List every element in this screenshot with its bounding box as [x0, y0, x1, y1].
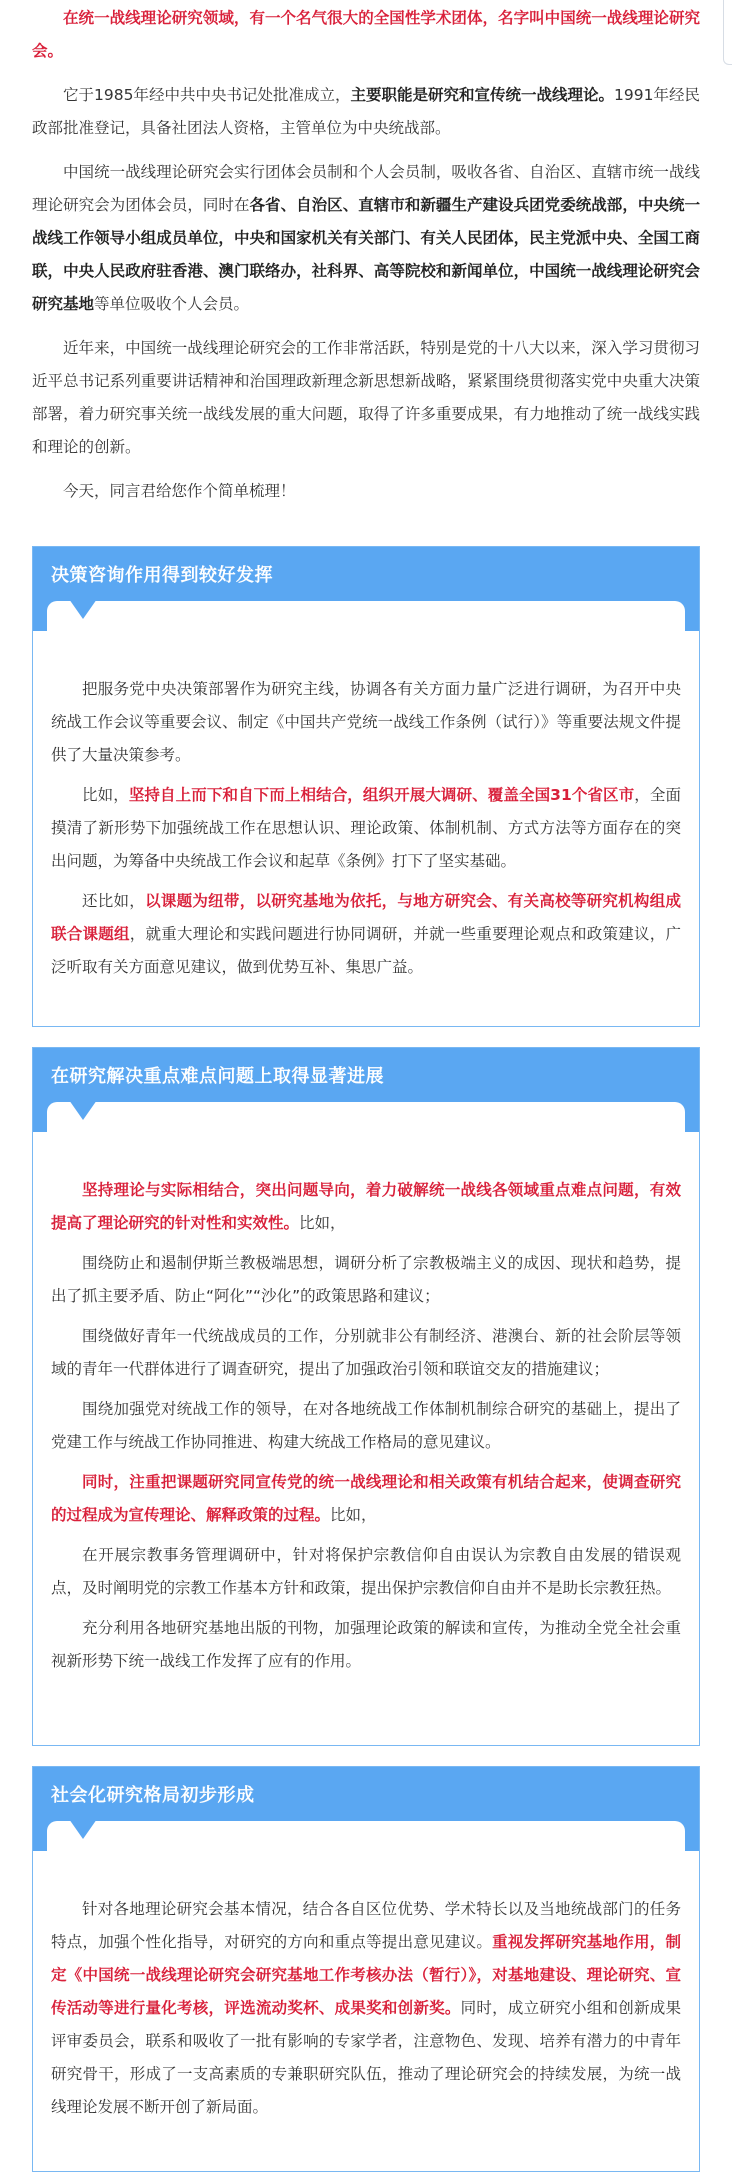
- intro-p3-text: 中国统一战线理论研究会实行团体会员制和个人会员制，吸收各省、自治区、直辖市统一战线理论研究会为团体会员，同时在: [32, 163, 700, 214]
- intro-p2-bold: 主要职能是研究和宣传统一战线理论。: [350, 86, 615, 104]
- intro-p2-text: 它于1985年经中共中央书记处批准成立，: [63, 86, 351, 104]
- page-edge-tab: [723, 0, 732, 65]
- section-header: [33, 547, 699, 631]
- section-card-top: [47, 1821, 685, 1855]
- section-header: [33, 1048, 699, 1132]
- section2-paragraph-3: 围绕做好青年一代统战成员的工作，分别就非公有制经济、港澳台、新的社会阶层等领域的青年一代群体进行了调查研究，提出了加强政治引领和联谊交友的措施建议；: [51, 1327, 681, 1378]
- section3-p1-text: 针对各地理论研究会基本情况，结合各自区位优势、学术特长以及当地统战部门的任务特点，加强个性化指导，对研究的方向和重点等提出意见建议。: [51, 1900, 681, 1951]
- section2-paragraph-5: [51, 1466, 681, 1532]
- section-header: [33, 1767, 699, 1851]
- section1-p3-text: 还比如，: [82, 892, 146, 910]
- section-key-issues: [32, 1047, 700, 1746]
- section-body: [33, 1132, 699, 1678]
- section2-paragraph-7: 充分利用各地研究基地出版的刊物，加强理论政策的解读和宣传，为推动全党全社会重视新形势下统一战线工作发挥了应有的作用。: [51, 1619, 681, 1670]
- section2-p1-rest: 比如，: [299, 1214, 346, 1232]
- intro-paragraph-2: [32, 79, 700, 145]
- section3-p1-red: 重视发挥研究基地作用，制定《中国统一战线理论研究会研究基地工作考核办法（暂行）》，对基地建设、理论研究、宣传活动等进行量化考核，评选流动奖杯、成果奖和创新奖。: [51, 1933, 681, 2017]
- intro-paragraph-4: 近年来，中国统一战线理论研究会的工作非常活跃，特别是党的十八大以来，深入学习贯彻习近平总书记系列重要讲话精神和治国理政新理念新思想新战略，紧紧围绕贯彻落实党中央重大决策部署，着力研究事关统一战线发展的重大问题，取得了许多重要成果，有力地推动了统一战线实践和理论的创新。: [32, 339, 700, 456]
- section2-paragraph-2: 围绕防止和遏制伊斯兰教极端思想，调研分析了宗教极端主义的成因、现状和趋势，提出了抓主要矛盾、防止“阿化”“沙化”的政策思路和建议；: [51, 1254, 681, 1305]
- section1-p2-rest: ，全面摸清了新形势下加强统战工作在思想认识、理论政策、体制机制、方式方法等方面存在的突出问题，为筹备中央统战工作会议和起草《条例》打下了坚实基础。: [51, 786, 681, 870]
- section-title: 在研究解决重点难点问题上取得显著进展: [51, 1066, 384, 1087]
- intro-p3-rest: 等单位吸收个人会员。: [94, 295, 250, 313]
- section-social-research: [32, 1766, 700, 2172]
- section1-p3-rest: ，就重大理论和实践问题进行协同调研，并就一些重要理论观点和政策建议，广泛听取有关方面意见建议，做到优势互补、集思广益。: [51, 925, 681, 976]
- section2-paragraph-6: 在开展宗教事务管理调研中，针对将保护宗教信仰自由误认为宗教自由发展的错误观点，及时阐明党的宗教工作基本方针和政策，提出保护宗教信仰自由并不是助长宗教狂热。: [51, 1546, 681, 1597]
- section2-paragraph-4: 围绕加强党对统战工作的领导，在对各地统战工作体制机制综合研究的基础上，提出了党建工作与统战工作协同推进、构建大统战工作格局的意见建议。: [51, 1400, 681, 1451]
- intro-p2-rest: 1991年经民政部批准登记，具备社团法人资格，主管单位为中央统战部。: [32, 86, 700, 137]
- section2-p1-red: 坚持理论与实际相结合，突出问题导向，着力破解统一战线各领域重点难点问题，有效提高了理论研究的针对性和实效性。: [51, 1181, 681, 1232]
- section1-paragraph-3: [51, 885, 681, 984]
- section-pointer: [69, 599, 97, 619]
- section1-p2-red: 坚持自上而下和自下而上相结合，组织开展大调研、覆盖全国31个省区市: [128, 786, 635, 804]
- intro-paragraph-1: 在统一战线理论研究领域，有一个名气很大的全国性学术团体，名字叫中国统一战线理论研究会。: [32, 9, 700, 60]
- intro-p3-bold: 各省、自治区、直辖市和新疆生产建设兵团党委统战部，中央统一战线工作领导小组成员单位，中央和国家机关有关部门、有关人民团体，民主党派中央、全国工商联，中央人民政府驻香港、澳门联络办，社科界、高等院校和新闻单位，中国统一战线理论研究会研究基地: [32, 196, 700, 313]
- section2-p5-rest: 比如，: [330, 1506, 377, 1524]
- intro-paragraph-3: [32, 156, 700, 321]
- section1-p2-text: 比如，: [82, 786, 129, 804]
- section1-p3-red: 以课题为纽带，以研究基地为依托，与地方研究会、有关高校等研究机构组成联合课题组: [51, 892, 681, 943]
- section-title: 社会化研究格局初步形成: [51, 1785, 255, 1806]
- section1-paragraph-1: 把服务党中央决策部署作为研究主线，协调各有关方面力量广泛进行调研，为召开中央统战工作会议等重要会议、制定《中国共产党统一战线工作条例（试行）》等重要法规文件提供了大量决策参考。: [51, 680, 681, 764]
- intro-paragraph-5: 今天，同言君给您作个简单梳理！: [63, 482, 296, 500]
- section3-p1-rest: 同时，成立研究小组和创新成果评审委员会，联系和吸收了一批有影响的专家学者，注意物色、发现、培养有潜力的中青年研究骨干，形成了一支高素质的专兼职研究队伍，推动了理论研究会的持续发展，为统一战线理论发展不断开创了新局面。: [51, 1999, 681, 2116]
- section-body: [33, 631, 699, 984]
- section-pointer: [69, 1100, 97, 1120]
- section2-paragraph-1: [51, 1174, 681, 1240]
- section-pointer: [69, 1819, 97, 1839]
- section1-paragraph-2: [51, 779, 681, 878]
- section-decision-consulting: [32, 546, 700, 1027]
- section-body: [33, 1851, 699, 2124]
- section2-p5-red: 同时，注重把课题研究同宣传党的统一战线理论和相关政策有机结合起来，使调查研究的过程成为宣传理论、解释政策的过程。: [51, 1473, 681, 1524]
- intro-section: [32, 0, 700, 519]
- section-card-top: [47, 601, 685, 635]
- section-title: 决策咨询作用得到较好发挥: [51, 565, 273, 586]
- section3-paragraph-1: [51, 1893, 681, 2124]
- section-card-top: [47, 1102, 685, 1136]
